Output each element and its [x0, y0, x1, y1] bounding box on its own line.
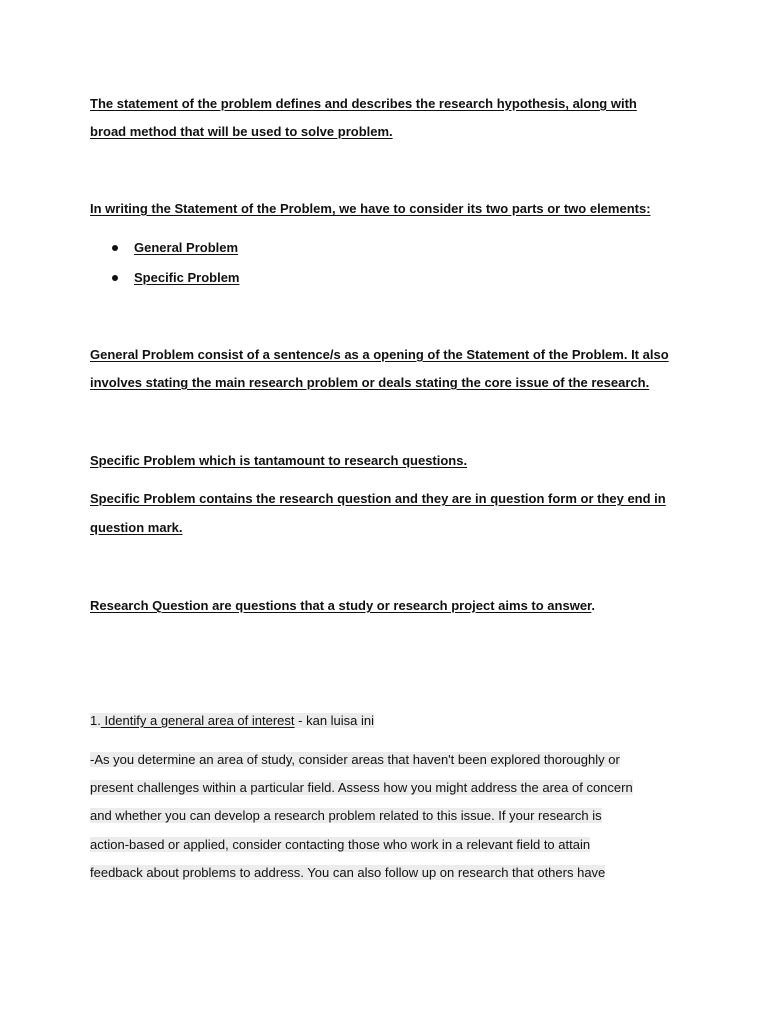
bullet-item-general-problem	[112, 239, 238, 257]
paragraph-6-period: .	[591, 598, 596, 613]
step-1-body-line-2	[90, 779, 633, 797]
step-1-body-line-5	[90, 864, 605, 882]
step-1-body-text: action-based or applied, consider contacting those who work in a relevant field to attain	[90, 837, 591, 852]
paragraph-5-line-2: question mark.	[90, 520, 183, 535]
paragraph-2-line-1: In writing the Statement of the Problem, we have to consider its two parts or two elements:	[90, 201, 651, 216]
bullet-label: General Problem	[134, 240, 239, 255]
step-1-body-line-3	[90, 807, 602, 825]
step-1-body-text: present challenges within a particular field. Assess how you might address the area of concern	[90, 780, 633, 795]
step-1-heading-line	[90, 712, 374, 730]
step-1-heading: Identify a general area of interest	[100, 713, 295, 728]
bullet-icon	[112, 245, 118, 251]
bullet-item-specific-problem	[112, 269, 239, 287]
step-1-number: 1.	[90, 713, 101, 728]
paragraph-6	[90, 597, 595, 615]
paragraph-1-line-1: The statement of the problem defines and describes the research hypothesis, along with	[90, 96, 637, 111]
paragraph-3-line-1: General Problem consist of a sentence/s as a opening of the Statement of the Problem. It also	[90, 347, 669, 362]
bullet-icon	[112, 275, 118, 281]
step-1-body-line-1	[90, 751, 620, 769]
paragraph-4-line-1: Specific Problem which is tantamount to research questions.	[90, 453, 468, 468]
bullet-label: Specific Problem	[134, 270, 240, 285]
step-1-body-line-4	[90, 836, 590, 854]
paragraph-5-line-1: Specific Problem contains the research question and they are in question form or they end in	[90, 491, 666, 506]
step-1-note: - kan luisa ini	[294, 713, 375, 728]
paragraph-1-line-2: broad method that will be used to solve problem.	[90, 124, 393, 139]
step-1-body-text: and whether you can develop a research problem related to this issue. If your research is	[90, 808, 602, 823]
paragraph-3-line-2: involves stating the main research problem or deals stating the core issue of the research.	[90, 375, 650, 390]
research-question-definition: Research Question are questions that a study or research project aims to answer	[90, 598, 592, 613]
step-1-body-text: -As you determine an area of study, consider areas that haven't been explored thoroughly or	[90, 752, 620, 767]
step-1-body-text: feedback about problems to address. You can also follow up on research that others have	[90, 865, 606, 880]
